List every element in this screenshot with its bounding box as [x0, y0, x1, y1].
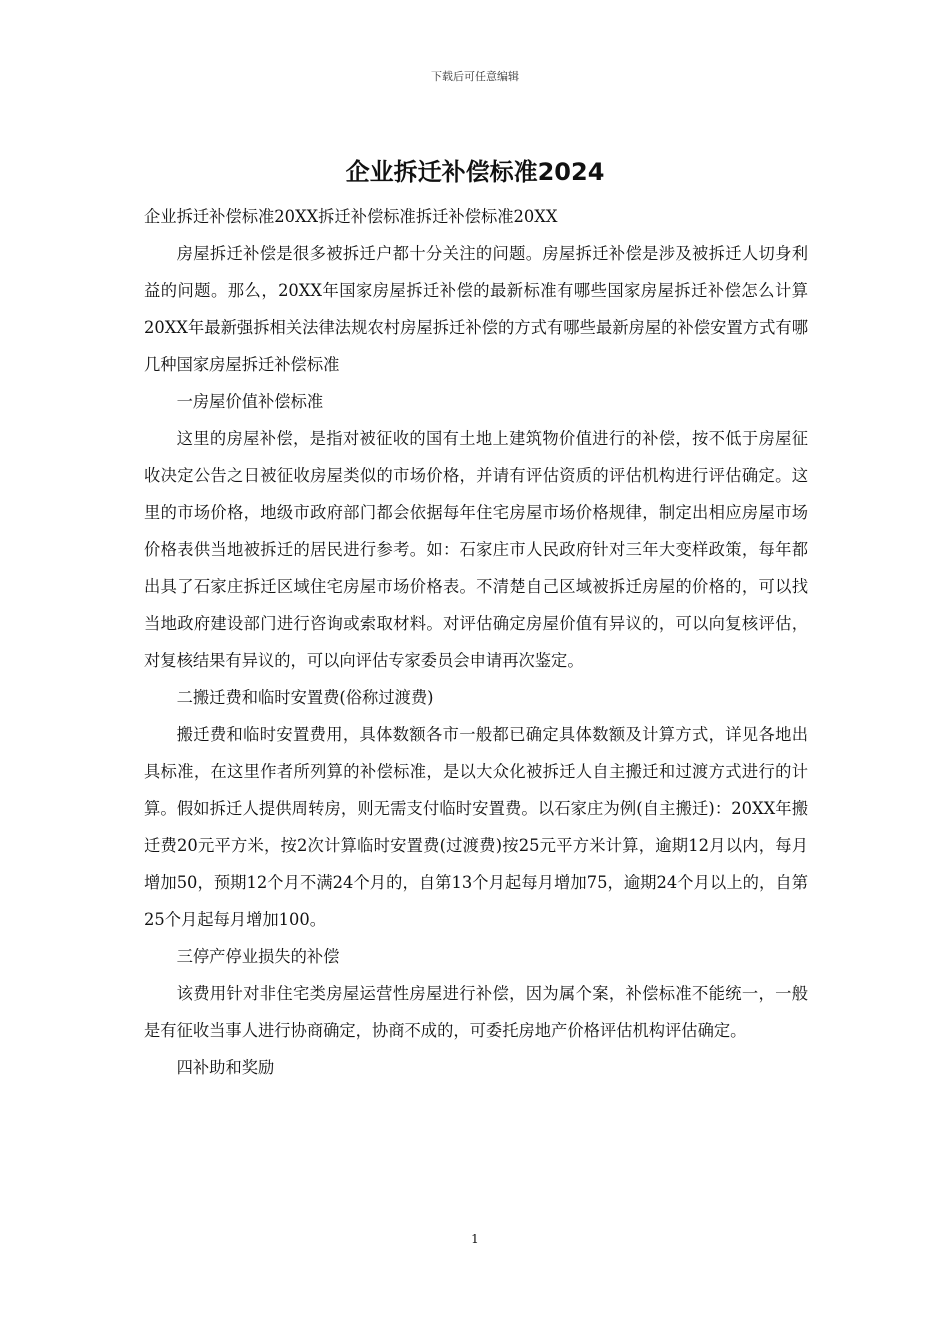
paragraph-2: 搬迁费和临时安置费用，具体数额各市一般都已确定具体数额及计算方式，详见各地出具标准，在这里作者所列算的补偿标准，是以大众化被拆迁人自主搬迁和过渡方式进行的计算。假如拆迁人提供周转房，则无需支付临时安置费。以石家庄为例(自主搬迁)：20XX年搬迁费20元平方米，按2次计算临时安置费(过渡费)按25元平方米计算，逾期12月以内，每月增加50，预期12个月不满24个月的，自第13个月起每月增加75，逾期24个月以上的，自第25个月起每月增加100。 — [144, 725, 808, 929]
section-heading-3: 三停产停业损失的补偿 — [176, 947, 340, 966]
document-subtitle: 企业拆迁补偿标准20XX拆迁补偿标准拆迁补偿标准20XX — [144, 207, 558, 226]
document-title: 企业拆迁补偿标准2024 — [345, 158, 605, 186]
page-number: 1 — [471, 1232, 479, 1246]
section-heading-2: 二搬迁费和临时安置费(俗称过渡费) — [176, 688, 434, 707]
paragraph-intro: 房屋拆迁补偿是很多被拆迁户都十分关注的问题。房屋拆迁补偿是涉及被拆迁人切身利益的问题。那么，20XX年国家房屋拆迁补偿的最新标准有哪些国家房屋拆迁补偿怎么计算20XX年最新强拆相关法律法规农村房屋拆迁补偿的方式有哪些最新房屋的补偿安置方式有哪几种国家房屋拆迁补偿标准 — [144, 244, 808, 374]
section-heading-1: 一房屋价值补偿标准 — [176, 392, 324, 411]
paragraph-3: 该费用针对非住宅类房屋运营性房屋进行补偿，因为属个案，补偿标准不能统一，一般是有征收当事人进行协商确定，协商不成的，可委托房地产价格评估机构评估确定。 — [144, 984, 808, 1040]
section-heading-4: 四补助和奖励 — [176, 1058, 275, 1077]
paragraph-1: 这里的房屋补偿，是指对被征收的国有土地上建筑物价值进行的补偿，按不低于房屋征收决定公告之日被征收房屋类似的市场价格，并请有评估资质的评估机构进行评估确定。这里的市场价格，地级市政府部门都会依据每年住宅房屋市场价格规律，制定出相应房屋市场价格表供当地被拆迁的居民进行参考。如：石家庄市人民政府针对三年大变样政策，每年都出具了石家庄拆迁区域住宅房屋市场价格表。不清楚自己区域被拆迁房屋的价格的，可以找当地政府建设部门进行咨询或索取材料。对评估确定房屋价值有异议的，可以向复核评估，对复核结果有异议的，可以向评估专家委员会申请再次鉴定。 — [144, 429, 808, 670]
document-body — [144, 198, 808, 1086]
page-header: 下载后可任意编辑 — [431, 70, 519, 83]
